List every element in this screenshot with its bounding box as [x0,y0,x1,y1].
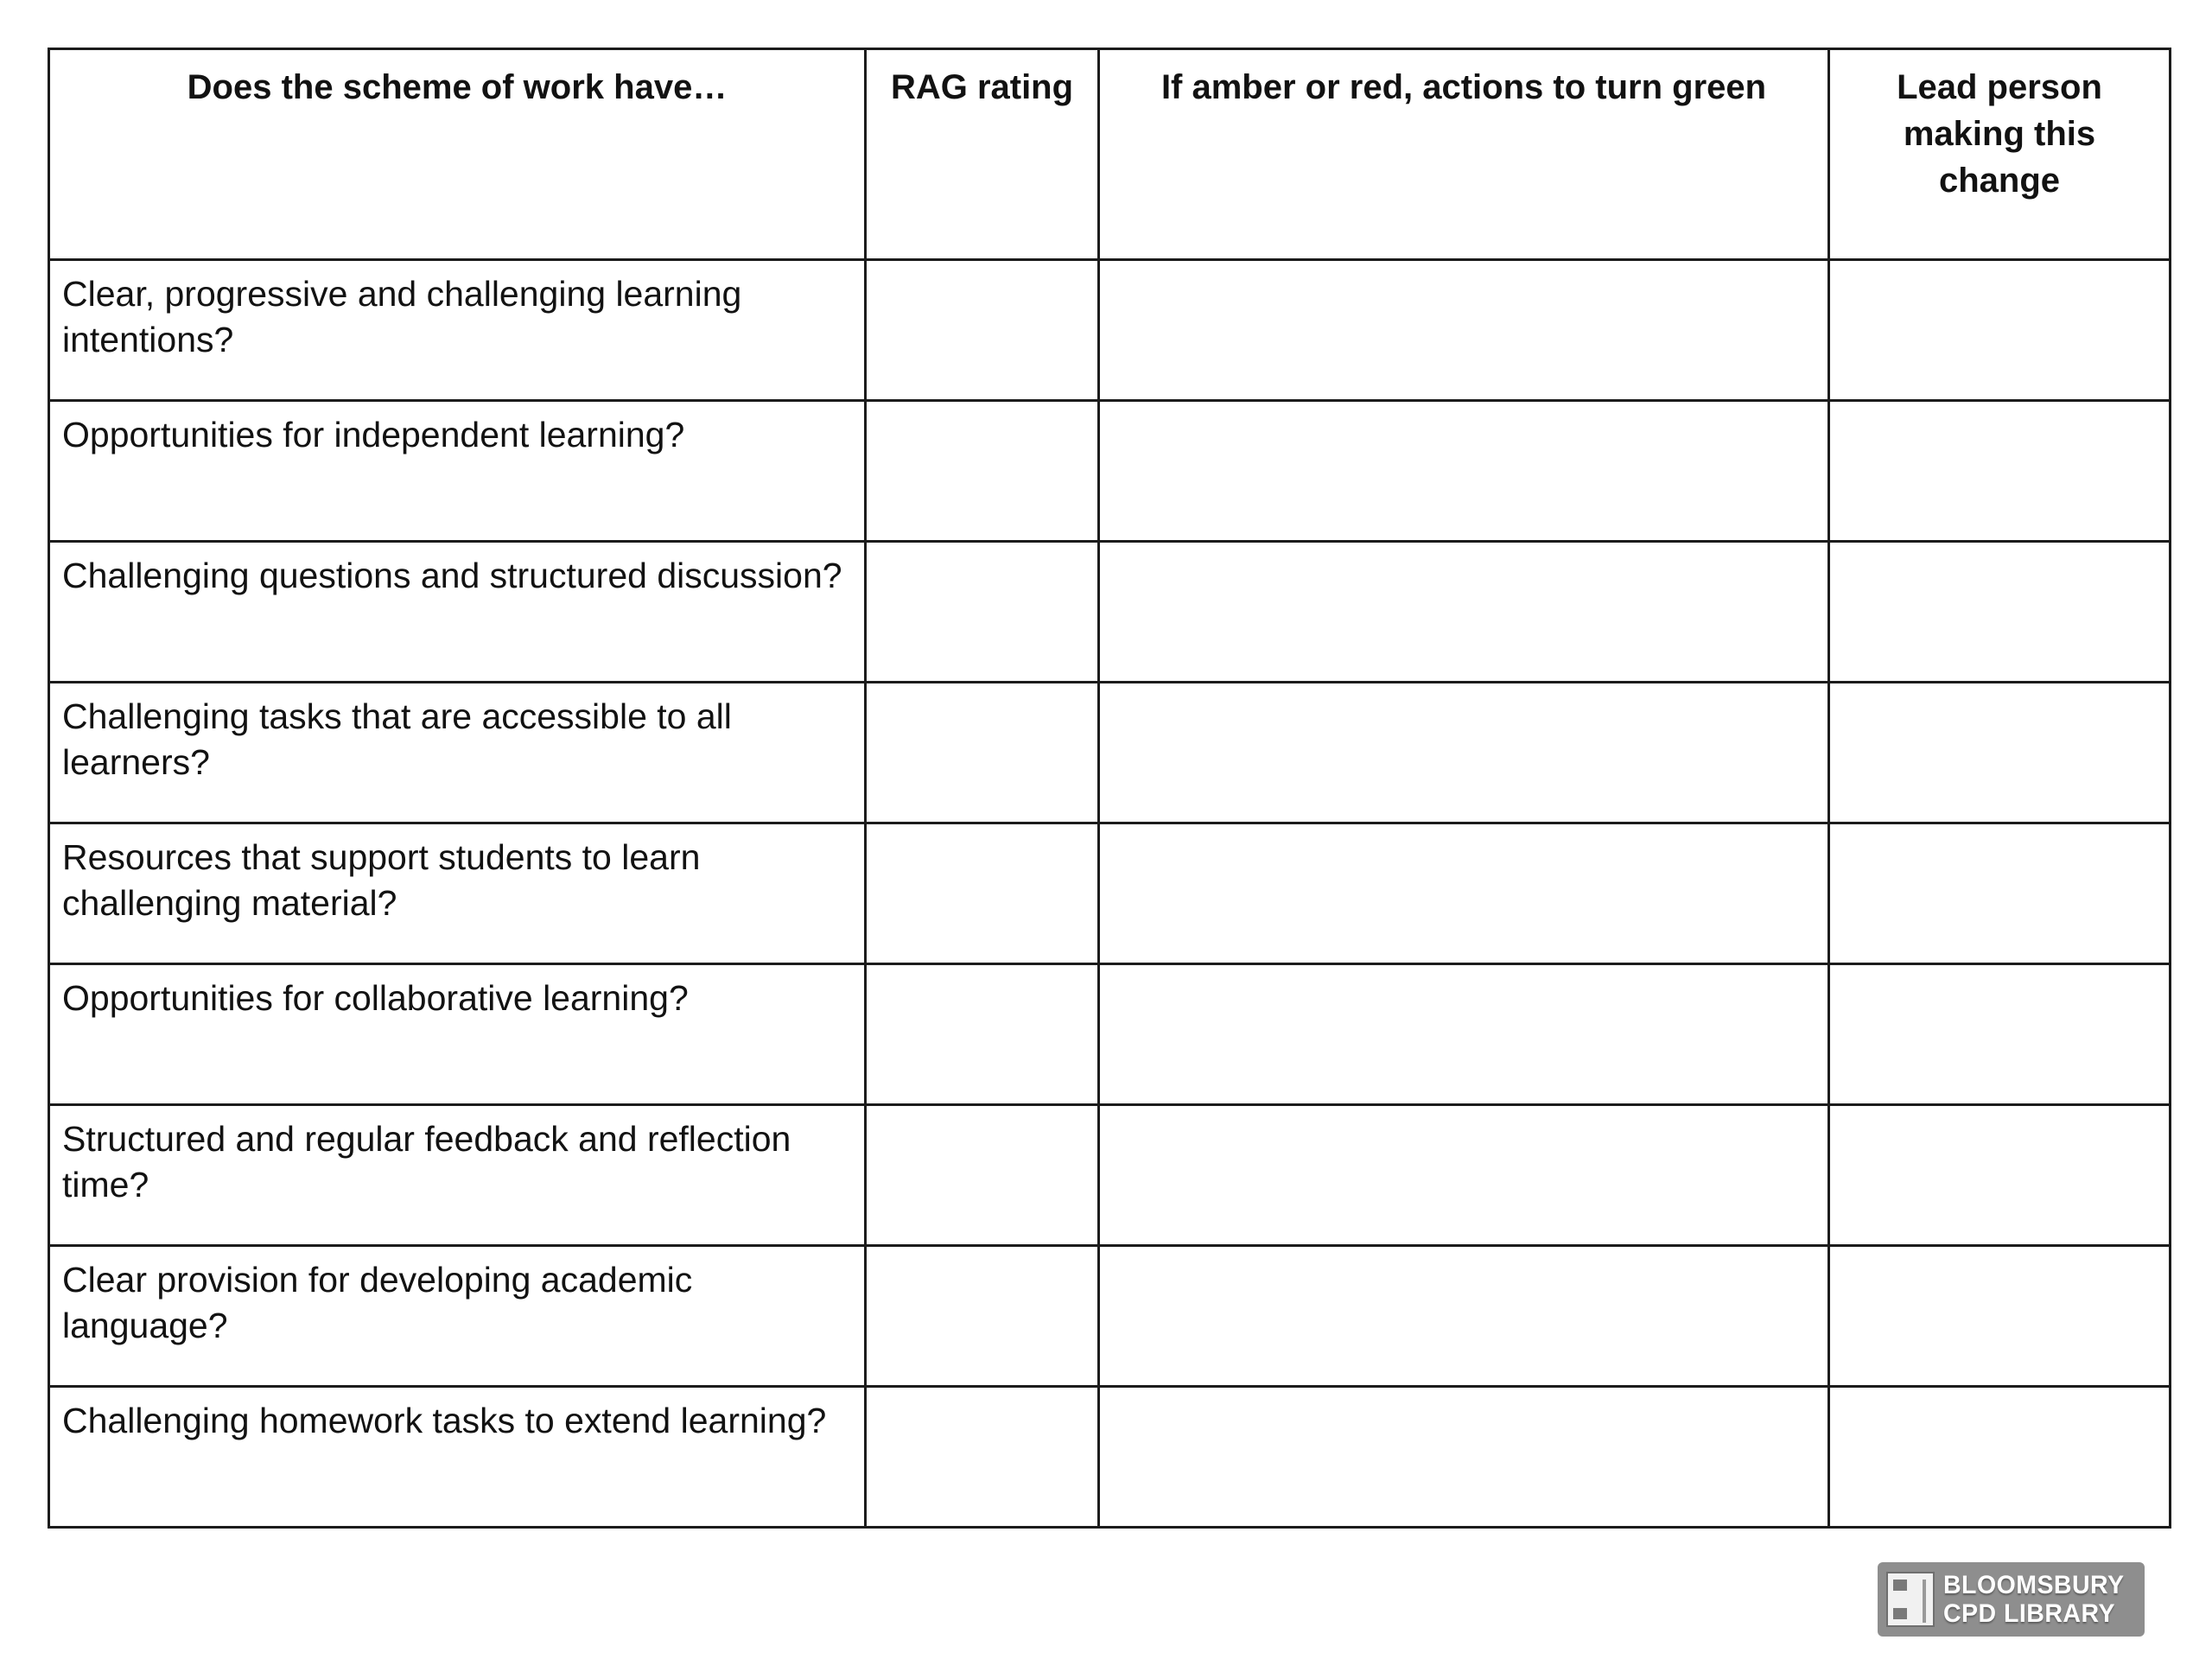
scheme-of-work-audit-table-wrap [48,48,2169,1529]
question-cell: Resources that support students to learn challenging material? [49,823,866,964]
actions-cell [1099,542,1829,683]
table-row [49,401,2171,542]
rag-rating-cell [866,1105,1099,1246]
lead-person-cell [1829,823,2171,964]
lead-person-cell [1829,401,2171,542]
question-cell: Clear, progressive and challenging learning intentions? [49,260,866,401]
table-row [49,1246,2171,1387]
question-cell: Challenging tasks that are accessible to all learners? [49,683,866,823]
rag-rating-cell [866,823,1099,964]
question-cell: Structured and regular feedback and reflection time? [49,1105,866,1246]
actions-cell [1099,823,1829,964]
table-row [49,823,2171,964]
bloomsbury-cpd-library-logo [1878,1562,2145,1637]
rag-rating-cell [866,260,1099,401]
table-row [49,542,2171,683]
table-row [49,1105,2171,1246]
header-actions-column: If amber or red, actions to turn green [1099,49,1829,260]
header-rag-rating-column: RAG rating [866,49,1099,260]
logo-text [1943,1571,2125,1628]
actions-cell [1099,1387,1829,1528]
lead-person-cell [1829,260,2171,401]
question-cell: Opportunities for independent learning? [49,401,866,542]
rag-rating-cell [866,964,1099,1105]
table-row [49,1387,2171,1528]
lead-person-cell [1829,542,2171,683]
actions-cell [1099,683,1829,823]
rag-rating-cell [866,401,1099,542]
actions-cell [1099,964,1829,1105]
header-row [49,49,2171,260]
book-spine-decoration [1923,1580,1926,1623]
rag-rating-cell [866,1246,1099,1387]
lead-person-cell [1829,964,2171,1105]
actions-cell [1099,1246,1829,1387]
table-row [49,683,2171,823]
question-cell: Challenging questions and structured discussion? [49,542,866,683]
question-cell: Opportunities for collaborative learning? [49,964,866,1105]
bloomsbury-book-icon [1886,1572,1935,1627]
actions-cell [1099,260,1829,401]
scheme-of-work-table [48,48,2171,1529]
question-cell: Challenging homework tasks to extend learning? [49,1387,866,1528]
table-row [49,964,2171,1105]
question-cell: Clear provision for developing academic language? [49,1246,866,1387]
rag-rating-cell [866,683,1099,823]
table-row [49,260,2171,401]
lead-person-cell [1829,1246,2171,1387]
logo-line-1: BLOOMSBURY [1943,1571,2125,1599]
lead-person-cell [1829,1387,2171,1528]
actions-cell [1099,1105,1829,1246]
rag-rating-cell [866,542,1099,683]
header-lead-person-column: Lead person making this change [1829,49,2171,260]
logo-line-2: CPD LIBRARY [1943,1599,2116,1628]
rag-rating-cell [866,1387,1099,1528]
lead-person-cell [1829,683,2171,823]
header-question-column: Does the scheme of work have… [49,49,866,260]
actions-cell [1099,401,1829,542]
lead-person-cell [1829,1105,2171,1246]
